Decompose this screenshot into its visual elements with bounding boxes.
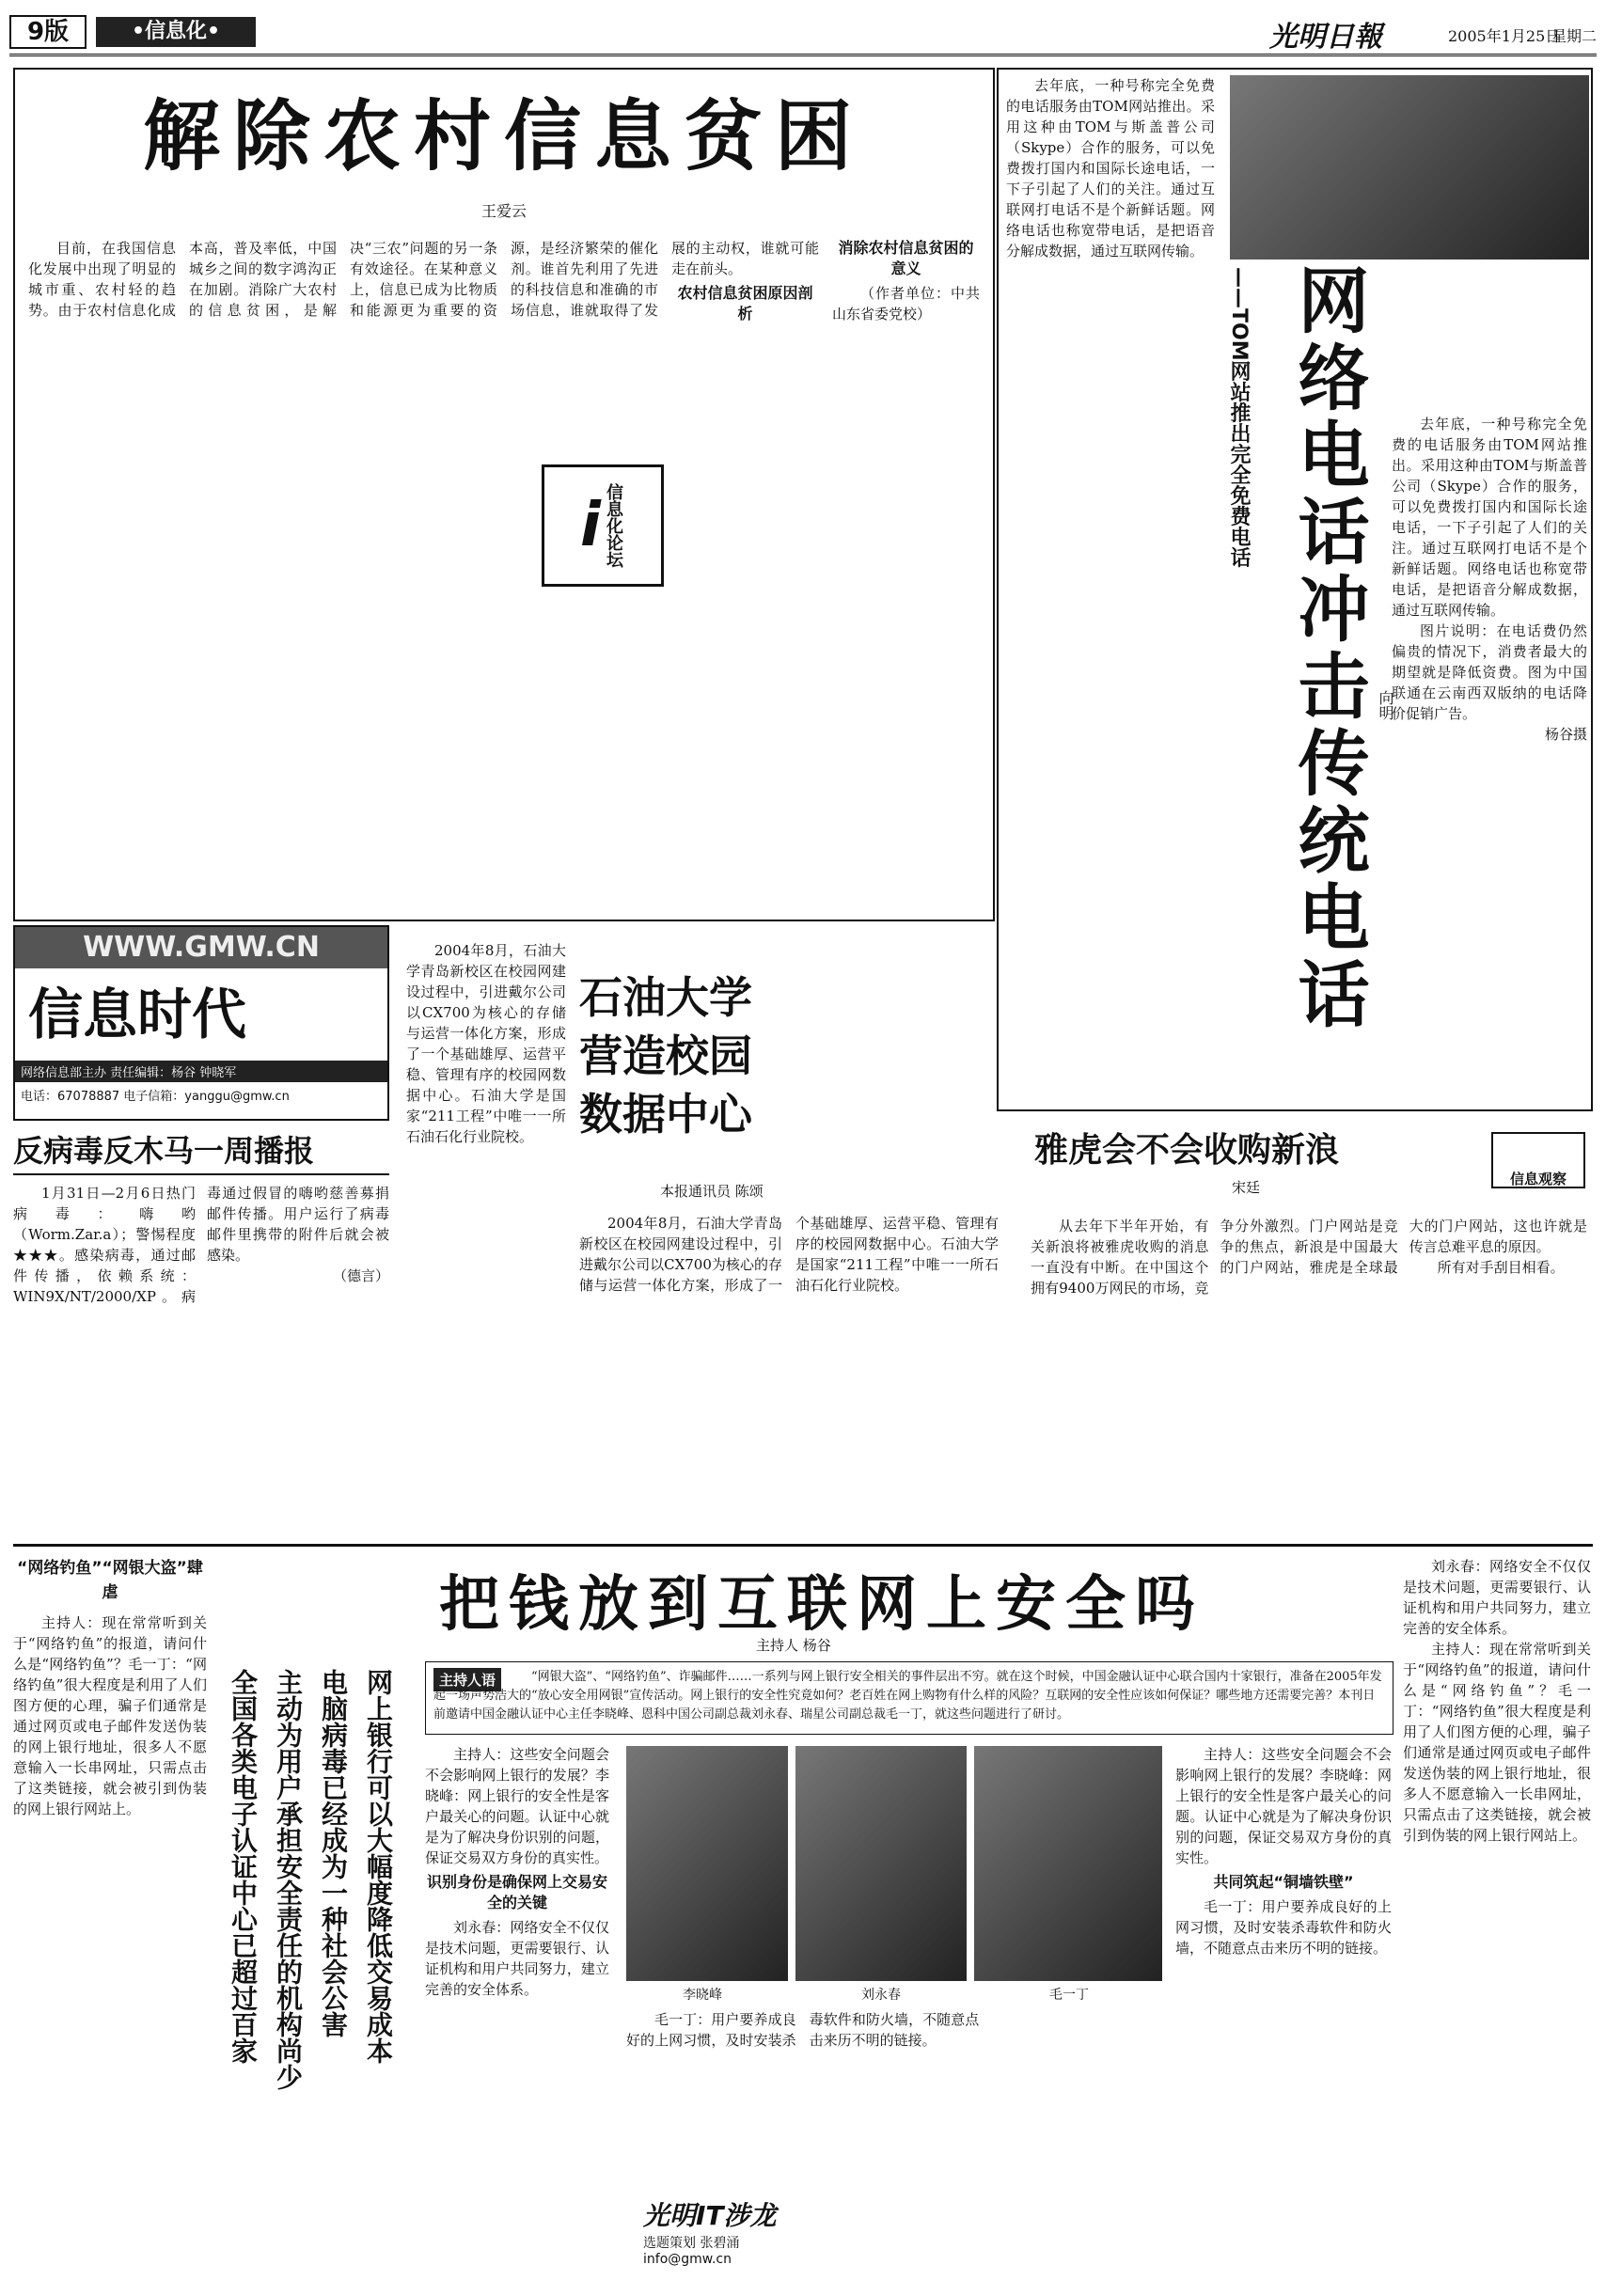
virus-body: 1月31日—2月6日热门病毒：嗨哟（Worm.Zar.a）；警惕程度★★★。感染病毒，通过邮件传播，依赖系统：WIN9X/NT/2000/XP。病毒通过假冒的嗨哟慈善募捐邮件传播。用户运行了病毒邮件里携带的附件后就会被感染。	[13, 1185, 389, 1305]
paper-name: 光明日報	[1269, 21, 1382, 54]
portrait-photo	[795, 1746, 967, 1981]
virus-signoff: （德言）	[332, 1267, 389, 1284]
feature-host: 主持人 杨谷	[756, 1637, 831, 1654]
petroleum-body-b: 2004年8月，石油大学青岛新校区在校园网建设过程中，引进戴尔公司以CX700为核心的存储与运营一体化方案，形成了一个基础雄厚、运营平稳、管理有序的校园网数据中心。石油大学是国家“211工程”中唯一一所石油石化行业院校。	[579, 1215, 999, 1294]
portrait-photo	[626, 1746, 788, 1981]
portrait-photo	[974, 1746, 1162, 1981]
info-age-title: 信息时代	[28, 983, 247, 1046]
feature-title: 把钱放到互联网上安全吗	[439, 1570, 1204, 1640]
yahoo-ending: 所有对手刮目相看。	[1437, 1259, 1565, 1276]
yahoo-author: 宋廷	[1232, 1179, 1261, 1196]
yahoo-title: 雅虎会不会收购新浪	[1034, 1131, 1340, 1170]
footer-editor: 选题策划 张碧涌	[643, 2236, 740, 2251]
feature-body-a: 主持人：现在常常听到关于“网络钓鱼”的报道，请问什么是“网络钓鱼”？毛一丁：“网络钓鱼”很大程度是利用了人们图方便的心理，骗子们通常是通过网页或电子邮件发送伪装的网上银行地址，很多人不愿意输入一长串网址，只需点击了这类链接，就会被引到伪装的网上银行网站上。	[13, 1614, 207, 1817]
phone-subtitle: ——TOM网站推出完全免费电话	[1227, 267, 1251, 568]
petroleum-article	[406, 940, 1008, 1534]
section-label: •信息化•	[96, 17, 256, 47]
petroleum-title: 石油大学营造校园数据中心	[579, 972, 752, 1140]
highlight-3: 主动为用户承担安全责任的机构尚少	[273, 1669, 304, 2090]
portrait-caption: 刘永春	[861, 1988, 901, 2003]
highlight-4: 全国各类电子认证中心已超过百家	[228, 1669, 259, 2064]
phone-title: 网络电话冲击传统电话	[1286, 263, 1370, 1034]
portrait-caption: 李晓峰	[683, 1988, 722, 2003]
lead-body: 目前，在我国信息化发展中出现了明显的城市重、农村轻的趋势。由于农村信息化成本高，普及率低，中国城乡之间的数字鸿沟正在加剧。消除广大农村的信息贫困，是解决“三农”问题的另一条有效途径。在某种意义上，信息已成为比物质和能源更为重要的资源，是经济繁荣的催化剂。谁首先利用了先进的科技信息和准确的市场信息，谁就取得了发展的主动权，谁就可能走在前头。 农村信息贫困原因剖析 消除农村信息贫困的意义 （作者单位：中共山东省委党校）	[28, 239, 980, 322]
lead-subhead: 农村信息贫困原因剖析	[677, 284, 813, 322]
it-logo-text: 光明IT涉龙	[643, 2200, 777, 2231]
issue-weekday: 星期二	[1551, 27, 1598, 45]
yahoo-tag: 信息观察	[1491, 1132, 1585, 1188]
info-age-banner	[13, 925, 389, 1121]
phone-body-right: 去年底，一种号称完全免费的电话服务由TOM网站推出。采用这种由TOM与斯盖普公司（Skype）合作的服务，可以免费拨打国内和国际长途电话，一下子引起了人们的关注。通过互联网打电话不是个新鲜话题。网络电话也称宽带电话，是把语音分解成数据，通过互联网传输。 图片说明：在电话费仍然偏贵的情况下，消费者最大的期望就是降低资费。图为中国联通在云南西双版纳的电话降价促销广告。 杨谷摄	[1392, 416, 1587, 743]
feature-side-title: “网络钓鱼”“网银大盗”肆虐	[17, 1559, 203, 1602]
virus-report	[13, 1126, 389, 1536]
highlight-1: 网上银行可以大幅度降低交易成本	[363, 1669, 394, 2064]
it-logo	[643, 2195, 831, 2280]
photo-caption: 图片说明：在电话费仍然偏贵的情况下，消费者最大的期望就是降低资费。图为中国联通在云南西双版纳的电话降价促销广告。	[1392, 622, 1587, 722]
phone-article	[997, 68, 1593, 1111]
yahoo-article	[1025, 1124, 1593, 1534]
site-url: WWW.GMW.CN	[15, 927, 387, 968]
host-intro-box	[425, 1661, 1393, 1735]
lead-signoff: （作者单位：中共山东省委党校）	[832, 285, 980, 322]
petroleum-body-a: 2004年8月，石油大学青岛新校区在校园网建设过程中，引进戴尔公司以CX700为核心的存储与运营一体化方案，形成了一个基础雄厚、运营平稳、管理有序的校园网数据中心。石油大学是国家“211工程”中唯一一所石油石化行业院校。	[406, 942, 566, 1145]
forum-label: i 信息化论坛	[542, 464, 664, 587]
yahoo-body: 从去年下半年开始，有关新浪将被雅虎收购的消息一直没有中断。在中国这个拥有9400万网民的市场，竞争分外激烈。门户网站是竞争的焦点，新浪是中国最大的门户网站，雅虎是全球最大的门户网站，这也许就是传言总难平息的原因。	[1031, 1218, 1587, 1297]
info-icon: i	[580, 491, 601, 560]
issue-date: 2005年1月25日	[1448, 27, 1561, 45]
phone-ad-photo	[1230, 75, 1589, 259]
phone-body-left: 去年底，一种号称完全免费的电话服务由TOM网站推出。采用这种由TOM与斯盖普公司（Skype）合作的服务，可以免费拨打国内和国际长途电话，一下子引起了人们的关注。通过互联网打电话不是个新鲜话题。网络电话也称宽带电话，是把语音分解成数据，通过互联网传输。	[1006, 77, 1215, 259]
feature-body-mid: 毛一丁：用户要养成良好的上网习惯，及时安装杀毒软件和防火墙，不随意点击来历不明的链接。	[626, 2011, 980, 2049]
virus-title: 反病毒反木马一周播报	[13, 1126, 389, 1175]
feature-body-col: 主持人：这些安全问题会不会影响网上银行的发展？李晓峰：网上银行的安全性是客户最关心的问题。认证中心就是为了解决身份识别的问题，保证交易双方身份的真实性。 识别身份是确保网上交易安全的关键 刘永春：网络安全不仅仅是技术问题，更需要银行、认证机构和用户共同努力，建立完善的安全体系。	[425, 1746, 609, 1998]
feature-article	[13, 1544, 1593, 2287]
lead-author: 王爱云	[480, 202, 527, 220]
highlight-2: 电脑病毒已经成为一种社会公害	[318, 1669, 349, 2037]
lead-title: 解除农村信息贫困	[142, 92, 865, 181]
info-age-contact: 电话：67078887 电子信箱：yanggu@gmw.cn	[21, 1090, 290, 1104]
phone-author: 向明	[1377, 690, 1394, 720]
feature-subhead: 共同筑起“铜墙铁壁”	[1213, 1873, 1354, 1891]
photo-credit: 杨谷摄	[1544, 726, 1587, 743]
petroleum-byline: 本报通讯员 陈颂	[660, 1183, 764, 1200]
page-number: 9版	[9, 15, 87, 49]
feature-subhead: 识别身份是确保网上交易安全的关键	[426, 1873, 607, 1911]
host-intro-text: “网银大盗”、“网络钓鱼”、诈骗邮件……一系列与网上银行安全相关的事件层出不穷。就在这个时候，中国金融认证中心联合国内十家银行，准备在2005年发起一场声势浩大的“放心安全用网银”宣传活动。网上银行的安全性究竟如何？老百姓在网上购物有什么样的风险？互联网的安全性应该如何保证？哪些地方还需要完善？本刊日前邀请中国金融认证中心主任李晓峰、恩科中国公司副总裁刘永春、瑞星公司副总裁毛一丁，就这些问题进行了研讨。	[433, 1670, 1382, 1722]
host-intro-label: 主持人语	[433, 1668, 501, 1691]
masthead	[9, 9, 1597, 56]
info-age-editors: 网络信息部主办 责任编辑：杨谷 钟晓军	[15, 1061, 387, 1082]
lead-subhead: 消除农村信息贫困的意义	[838, 239, 974, 277]
lead-article	[13, 68, 995, 921]
portrait-caption: 毛一丁	[1049, 1988, 1089, 2003]
feature-body-far-right: 刘永春：网络安全不仅仅是技术问题，更需要银行、认证机构和用户共同努力，建立完善的安全体系。 主持人：现在常常听到关于“网络钓鱼”的报道，请问什么是“网络钓鱼”？毛一丁：“网络钓鱼”很大程度是利用了人们图方便的心理，骗子们通常是通过网页或电子邮件发送伪装的网上银行地址，很多人不愿意输入一长串网址，只需点击了这类链接，就会被引到伪装的网上银行网站上。	[1403, 1558, 1591, 1844]
feature-side	[13, 1556, 207, 2280]
footer-email: info@gmw.cn	[643, 2252, 732, 2267]
feature-body-right: 主持人：这些安全问题会不会影响网上银行的发展？李晓峰：网上银行的安全性是客户最关心的问题。认证中心就是为了解决身份识别的问题，保证交易双方身份的真实性。 共同筑起“铜墙铁壁” 毛一丁：用户要养成良好的上网习惯，及时安装杀毒软件和防火墙，不随意点击来历不明的链接。	[1175, 1746, 1392, 1957]
